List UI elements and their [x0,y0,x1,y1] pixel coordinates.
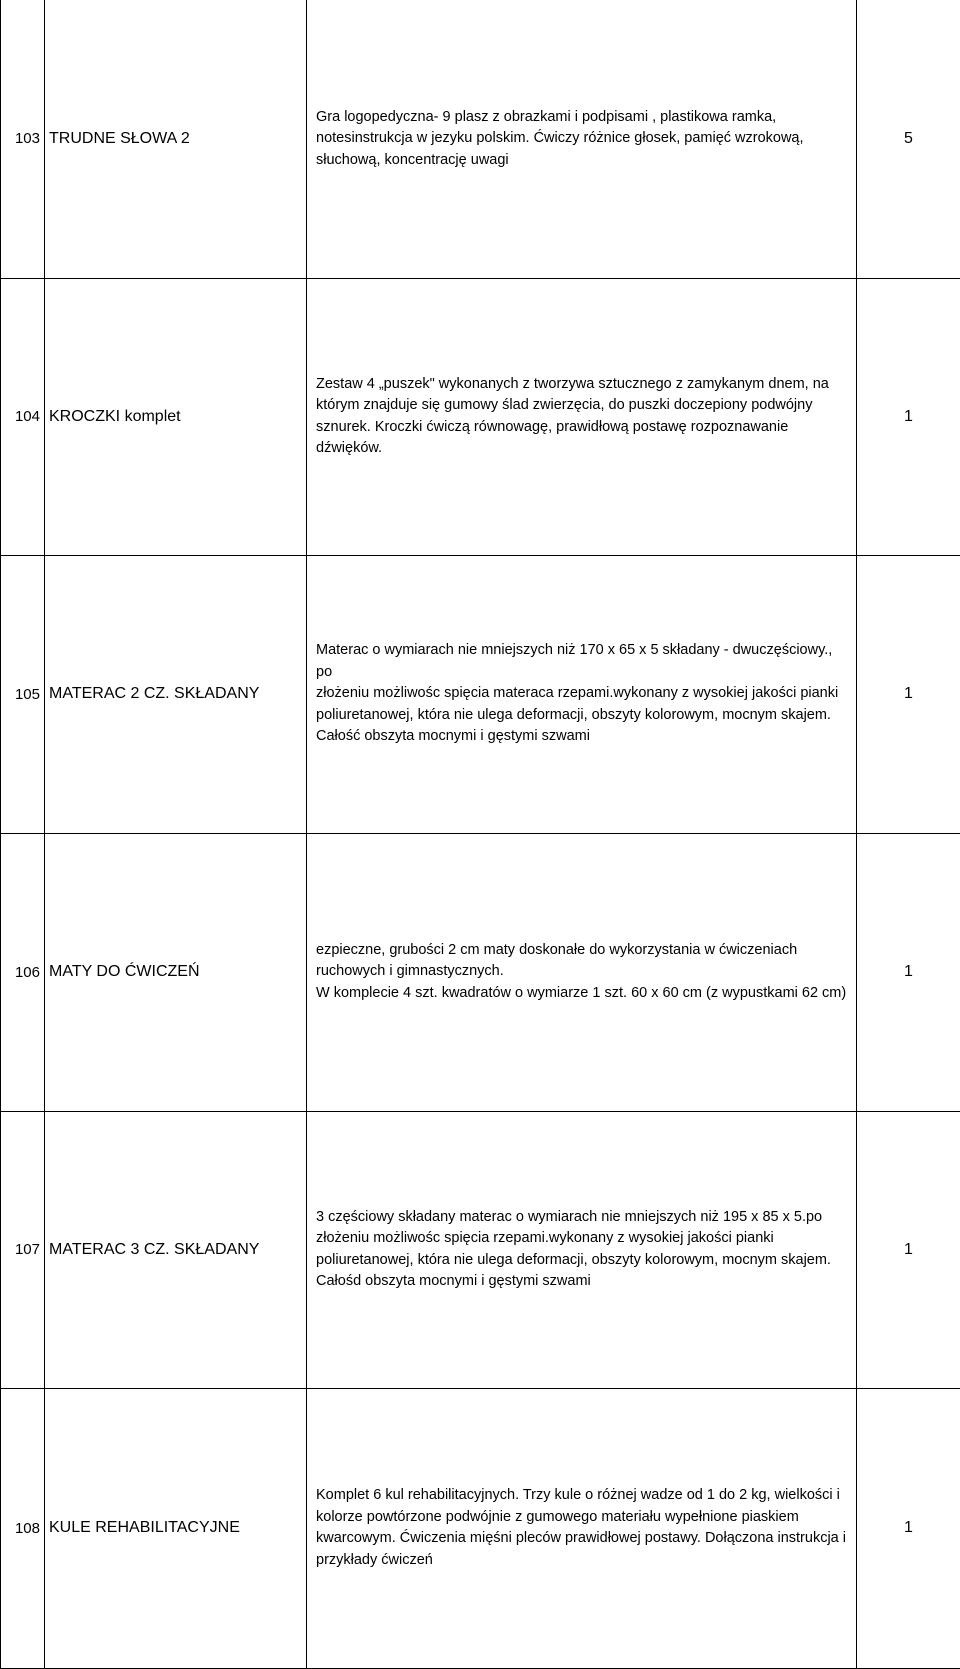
item-quantity: 1 [857,555,960,833]
item-name: KULE REHABILITACYJNE [45,1388,307,1668]
item-description [307,278,857,555]
item-quantity: 1 [857,833,960,1111]
item-quantity: 1 [857,1388,960,1668]
item-name: KROCZKI komplet [45,278,307,555]
description-line: W komplecie 4 szt. kwadratów o wymiarze 1 szt. 60 x 60 cm (z wypustkami 62 cm) [316,983,850,1005]
item-description [307,1111,857,1388]
table-row [1,833,960,1111]
item-description [307,0,857,278]
description-line: ruchowych i gimnastycznych. [316,961,850,983]
description-line: Całość obszyta mocnymi i gęstymi szwami [316,726,850,748]
item-number: 106 [1,833,45,1111]
description-line: złożeniu możliwośc spięcia materaca rzepami.wykonany z wysokiej jakości pianki [316,683,850,705]
item-number: 108 [1,1388,45,1668]
item-description [307,833,857,1111]
item-number: 107 [1,1111,45,1388]
item-name: TRUDNE SŁOWA 2 [45,0,307,278]
item-quantity: 1 [857,1111,960,1388]
description-line: Zestaw 4 „puszek" wykonanych z tworzywa sztucznego z zamykanym dnem, na [316,374,850,396]
item-number: 103 [1,0,45,278]
table-row [1,278,960,555]
item-description [307,555,857,833]
item-number: 105 [1,555,45,833]
table-row [1,1111,960,1388]
description-line: dźwięków. [316,438,850,460]
table-row [1,1388,960,1668]
item-name: MATY DO ĆWICZEŃ [45,833,307,1111]
description-line: kwarcowym. Ćwiczenia mięśni pleców prawidłowej postawy. Dołączona instrukcja i [316,1528,850,1550]
table-row [1,0,960,278]
description-line: ezpieczne, grubości 2 cm maty doskonałe do wykorzystania w ćwiczeniach [316,940,850,962]
description-line: poliuretanowej, która nie ulega deformacji, obszyty kolorowym, mocnym skajem. [316,1250,850,1272]
item-number: 104 [1,278,45,555]
description-line: Gra logopedyczna- 9 plasz z obrazkami i podpisami , plastikowa ramka, [316,107,850,129]
item-name: MATERAC 2 CZ. SKŁADANY [45,555,307,833]
description-line: którym znajduje się gumowy ślad zwierzęcia, do puszki doczepiony podwójny [316,395,850,417]
item-quantity: 1 [857,278,960,555]
description-line: złożeniu możliwośc spięcia rzepami.wykonany z wysokiej jakości pianki [316,1228,850,1250]
item-description [307,1388,857,1668]
description-line: Całośd obszyta mocnymi i gęstymi szwami [316,1271,850,1293]
item-quantity: 5 [857,0,960,278]
item-name: MATERAC 3 CZ. SKŁADANY [45,1111,307,1388]
description-line: poliuretanowej, która nie ulega deformacji, obszyty kolorowym, mocnym skajem. [316,705,850,727]
table-row [1,555,960,833]
description-line: słuchową, koncentrację uwagi [316,150,850,172]
description-line: kolorze powtórzone podwójnie z gumowego materiału wypełnione piaskiem [316,1507,850,1529]
description-line: przykłady ćwiczeń [316,1550,850,1572]
description-line: notesinstrukcja w jezyku polskim. Ćwiczy różnice głosek, pamięć wzrokową, [316,128,850,150]
description-line: 3 częściowy składany materac o wymiarach nie mniejszych niż 195 x 85 x 5.po [316,1207,850,1229]
description-line: Komplet 6 kul rehabilitacyjnych. Trzy kule o różnej wadze od 1 do 2 kg, wielkości i [316,1485,850,1507]
description-line: sznurek. Kroczki ćwiczą równowagę, prawidłową postawę rozpoznawanie [316,417,850,439]
description-line: Materac o wymiarach nie mniejszych niż 170 x 65 x 5 składany - dwuczęściowy., po [316,640,850,683]
